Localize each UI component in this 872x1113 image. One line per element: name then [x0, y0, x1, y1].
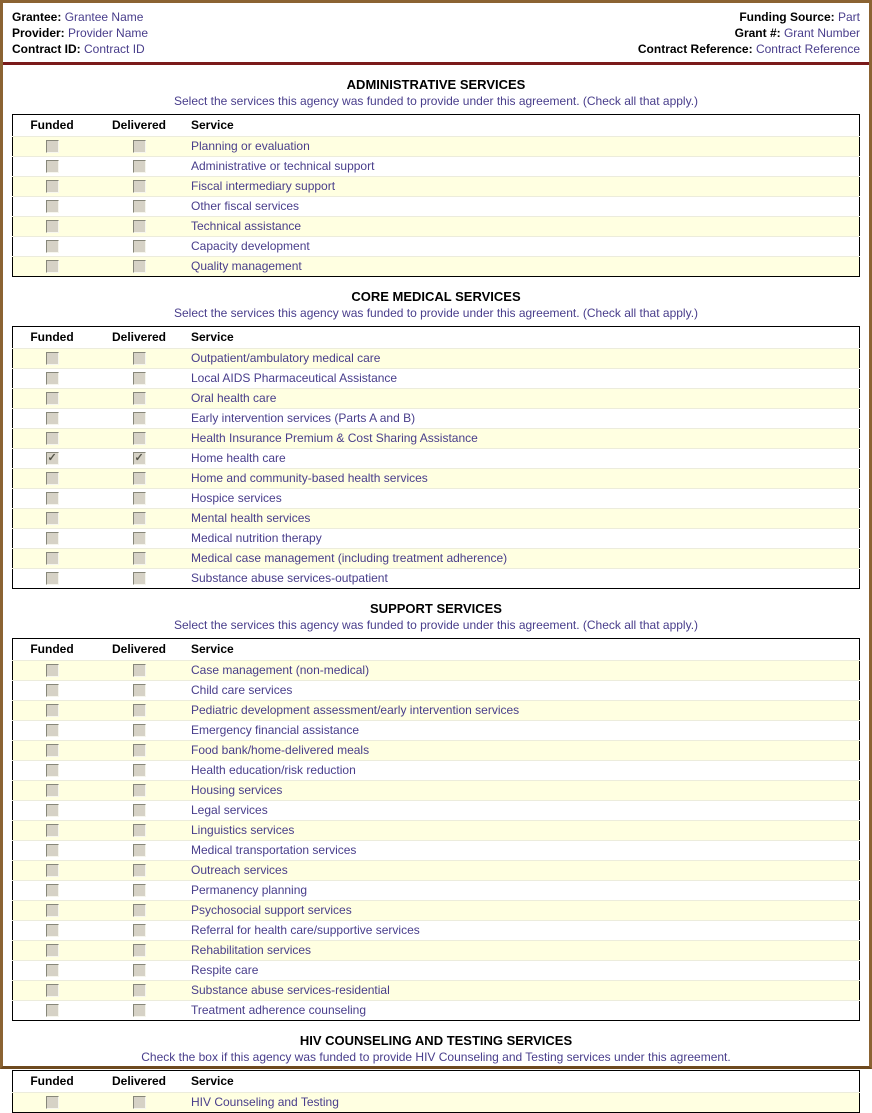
delivered-cell: [91, 389, 187, 409]
sections: [3, 77, 869, 1113]
service-row: [13, 941, 860, 961]
delivered-checkbox[interactable]: [133, 260, 146, 273]
delivered-checkbox[interactable]: [133, 944, 146, 957]
header-right-column: [638, 10, 860, 57]
delivered-checkbox[interactable]: [133, 764, 146, 777]
service-label: Health Insurance Premium & Cost Sharing Assistance: [191, 431, 478, 445]
service-row: [13, 761, 860, 781]
header-left-column: [12, 10, 148, 57]
funded-cell: [13, 701, 92, 721]
service-row: [13, 137, 860, 157]
service-row: [13, 409, 860, 429]
service-label: Health education/risk reduction: [191, 763, 356, 777]
section-instruction: Select the services this agency was funded to provide under this agreement. (Check all that apply.): [173, 306, 699, 320]
grant-number-value: Grant Number: [783, 26, 860, 40]
funding-source-label: Funding Source:: [739, 10, 835, 24]
section-title: SUPPORT SERVICES: [370, 601, 502, 616]
funded-cell: [13, 569, 92, 589]
service-row: [13, 741, 860, 761]
service-row: [13, 529, 860, 549]
delivered-checkbox[interactable]: [133, 372, 146, 385]
delivered-checkbox[interactable]: [133, 724, 146, 737]
service-label: Hospice services: [191, 491, 282, 505]
delivered-cell: [91, 569, 187, 589]
funded-checkbox[interactable]: [46, 744, 59, 757]
funded-cell: [13, 469, 92, 489]
service-row: [13, 469, 860, 489]
column-header-service: Service: [187, 1071, 860, 1093]
service-row: [13, 981, 860, 1001]
service-label: Substance abuse services-outpatient: [191, 571, 388, 585]
funded-checkbox[interactable]: [46, 704, 59, 717]
funded-checkbox[interactable]: [46, 220, 59, 233]
delivered-checkbox[interactable]: [133, 532, 146, 545]
delivered-cell: [91, 429, 187, 449]
service-label: Linguistics services: [191, 823, 295, 837]
funded-checkbox[interactable]: [46, 964, 59, 977]
services-table: [12, 114, 860, 277]
section-title: ADMINISTRATIVE SERVICES: [346, 77, 526, 92]
service-label: Pediatric development assessment/early intervention services: [191, 703, 520, 717]
table-header-row: [13, 327, 860, 349]
service-row: [13, 157, 860, 177]
services-table-body: [13, 349, 860, 589]
delivered-checkbox[interactable]: [133, 664, 146, 677]
grantee-line: [12, 10, 148, 25]
service-label: Outpatient/ambulatory medical care: [191, 351, 381, 365]
funded-cell: [13, 409, 92, 429]
delivered-cell: [91, 781, 187, 801]
service-row: [13, 801, 860, 821]
delivered-cell: [91, 449, 187, 469]
service-label: Respite care: [191, 963, 259, 977]
delivered-checkbox[interactable]: [133, 180, 146, 193]
service-row: [13, 177, 860, 197]
delivered-checkbox[interactable]: [133, 904, 146, 917]
service-row: [13, 881, 860, 901]
funded-checkbox[interactable]: [46, 572, 59, 585]
funded-cell: [13, 921, 92, 941]
delivered-cell: [91, 237, 187, 257]
contract-reference-line: [638, 42, 860, 57]
delivered-checkbox[interactable]: [133, 864, 146, 877]
delivered-cell: [91, 217, 187, 237]
column-header-delivered: Delivered: [91, 115, 187, 137]
delivered-cell: [91, 197, 187, 217]
service-row: [13, 781, 860, 801]
delivered-checkbox[interactable]: [133, 452, 146, 465]
funded-checkbox[interactable]: [46, 180, 59, 193]
delivered-checkbox[interactable]: [133, 844, 146, 857]
funded-cell: [13, 961, 92, 981]
service-label: Administrative or technical support: [191, 159, 375, 173]
delivered-cell: [91, 549, 187, 569]
service-label: Treatment adherence counseling: [191, 1003, 366, 1017]
funded-checkbox[interactable]: [46, 884, 59, 897]
funded-cell: [13, 197, 92, 217]
delivered-cell: [91, 841, 187, 861]
services-table: [12, 638, 860, 1021]
funded-checkbox[interactable]: [46, 944, 59, 957]
funded-checkbox[interactable]: [46, 492, 59, 505]
service-label: Case management (non-medical): [191, 663, 370, 677]
service-label: Mental health services: [191, 511, 311, 525]
funded-checkbox[interactable]: [46, 1004, 59, 1017]
service-row: [13, 721, 860, 741]
funded-cell: [13, 781, 92, 801]
delivered-checkbox[interactable]: [133, 432, 146, 445]
services-section: [3, 601, 869, 1021]
funded-checkbox[interactable]: [46, 844, 59, 857]
service-label: Substance abuse services-residential: [191, 983, 390, 997]
delivered-cell: [91, 701, 187, 721]
contract-reference-label: Contract Reference:: [637, 42, 753, 56]
delivered-checkbox[interactable]: [133, 140, 146, 153]
delivered-checkbox[interactable]: [133, 472, 146, 485]
funded-checkbox[interactable]: [46, 140, 59, 153]
delivered-checkbox[interactable]: [133, 552, 146, 565]
funded-checkbox[interactable]: [46, 724, 59, 737]
services-table: [12, 1070, 860, 1113]
funded-checkbox[interactable]: [46, 200, 59, 213]
funded-cell: [13, 901, 92, 921]
service-label: Food bank/home-delivered meals: [191, 743, 370, 757]
delivered-cell: [91, 741, 187, 761]
services-table-body: [13, 661, 860, 1021]
contract-reference-value: Contract Reference: [755, 42, 860, 56]
service-row: [13, 349, 860, 369]
funded-checkbox[interactable]: [46, 512, 59, 525]
funded-checkbox[interactable]: [46, 160, 59, 173]
service-label: Other fiscal services: [191, 199, 300, 213]
delivered-cell: [91, 721, 187, 741]
grant-number-label: Grant #:: [734, 26, 781, 40]
funded-cell: [13, 1001, 92, 1021]
delivered-checkbox[interactable]: [133, 392, 146, 405]
service-row: [13, 661, 860, 681]
column-header-delivered: Delivered: [91, 327, 187, 349]
service-row: [13, 549, 860, 569]
service-label: Quality management: [191, 259, 302, 273]
services-section: [3, 289, 869, 589]
service-label: Technical assistance: [191, 219, 302, 233]
service-label: Child care services: [191, 683, 293, 697]
funded-cell: [13, 881, 92, 901]
funded-cell: [13, 549, 92, 569]
contract-header: [3, 3, 869, 65]
column-header-delivered: Delivered: [91, 639, 187, 661]
grant-number-line: [638, 26, 860, 41]
column-header-funded: Funded: [13, 639, 92, 661]
service-row: [13, 1001, 860, 1021]
column-header-service: Service: [187, 327, 860, 349]
funded-cell: [13, 369, 92, 389]
delivered-checkbox[interactable]: [133, 200, 146, 213]
delivered-checkbox[interactable]: [133, 964, 146, 977]
funded-checkbox[interactable]: [46, 432, 59, 445]
service-row: [13, 569, 860, 589]
funded-cell: [13, 349, 92, 369]
service-row: [13, 701, 860, 721]
service-label: Fiscal intermediary support: [191, 179, 336, 193]
grantee-label: Grantee:: [12, 10, 62, 24]
service-label: Outreach services: [191, 863, 288, 877]
service-row: [13, 821, 860, 841]
funded-cell: [13, 449, 92, 469]
delivered-cell: [91, 661, 187, 681]
delivered-checkbox[interactable]: [133, 412, 146, 425]
delivered-cell: [91, 529, 187, 549]
grantee-value: Grantee Name: [64, 10, 144, 24]
funded-checkbox[interactable]: [46, 472, 59, 485]
service-label: Oral health care: [191, 391, 277, 405]
delivered-checkbox[interactable]: [133, 1096, 146, 1109]
funded-cell: [13, 841, 92, 861]
delivered-cell: [91, 509, 187, 529]
service-row: [13, 429, 860, 449]
funded-cell: [13, 801, 92, 821]
service-label: Home health care: [191, 451, 286, 465]
delivered-cell: [91, 1093, 187, 1113]
funded-cell: [13, 821, 92, 841]
funding-source-line: [638, 10, 860, 25]
service-label: Permanency planning: [191, 883, 308, 897]
delivered-cell: [91, 881, 187, 901]
service-row: [13, 841, 860, 861]
services-section: [3, 77, 869, 277]
delivered-cell: [91, 369, 187, 389]
service-row: [13, 257, 860, 277]
service-label: Referral for health care/supportive services: [191, 923, 420, 937]
delivered-cell: [91, 349, 187, 369]
delivered-cell: [91, 761, 187, 781]
service-row: [13, 681, 860, 701]
services-table-body: [13, 1093, 860, 1113]
funded-checkbox[interactable]: [46, 864, 59, 877]
column-header-funded: Funded: [13, 115, 92, 137]
funded-checkbox[interactable]: [46, 452, 59, 465]
provider-line: [12, 26, 148, 41]
funded-cell: [13, 981, 92, 1001]
delivered-cell: [91, 409, 187, 429]
service-label: HIV Counseling and Testing: [191, 1095, 339, 1109]
funded-cell: [13, 157, 92, 177]
funded-checkbox[interactable]: [46, 684, 59, 697]
delivered-checkbox[interactable]: [133, 804, 146, 817]
delivered-checkbox[interactable]: [133, 824, 146, 837]
service-row: [13, 509, 860, 529]
funded-checkbox[interactable]: [46, 260, 59, 273]
delivered-cell: [91, 901, 187, 921]
service-label: Emergency financial assistance: [191, 723, 360, 737]
funded-checkbox[interactable]: [46, 784, 59, 797]
service-label: Planning or evaluation: [191, 139, 310, 153]
delivered-checkbox[interactable]: [133, 704, 146, 717]
service-row: [13, 237, 860, 257]
column-header-service: Service: [187, 115, 860, 137]
delivered-checkbox[interactable]: [133, 784, 146, 797]
funded-checkbox[interactable]: [46, 552, 59, 565]
column-header-delivered: Delivered: [91, 1071, 187, 1093]
delivered-checkbox[interactable]: [133, 884, 146, 897]
funded-checkbox[interactable]: [46, 824, 59, 837]
delivered-cell: [91, 861, 187, 881]
funded-cell: [13, 741, 92, 761]
delivered-checkbox[interactable]: [133, 984, 146, 997]
funded-checkbox[interactable]: [46, 904, 59, 917]
funded-checkbox[interactable]: [46, 372, 59, 385]
funding-source-value: Part: [837, 10, 860, 24]
service-row: [13, 901, 860, 921]
funded-cell: [13, 257, 92, 277]
funded-checkbox[interactable]: [46, 532, 59, 545]
service-row: [13, 197, 860, 217]
service-row: [13, 489, 860, 509]
funded-cell: [13, 661, 92, 681]
delivered-cell: [91, 1001, 187, 1021]
funded-checkbox[interactable]: [46, 804, 59, 817]
section-instruction: Check the box if this agency was funded to provide HIV Counseling and Testing services under this agreement.: [141, 1050, 731, 1064]
section-instruction: Select the services this agency was funded to provide under this agreement. (Check all that apply.): [173, 94, 699, 108]
service-row: [13, 961, 860, 981]
section-title: HIV COUNSELING AND TESTING SERVICES: [299, 1033, 573, 1048]
service-row: [13, 217, 860, 237]
column-header-funded: Funded: [13, 327, 92, 349]
delivered-cell: [91, 257, 187, 277]
funded-cell: [13, 529, 92, 549]
delivered-checkbox[interactable]: [133, 1004, 146, 1017]
delivered-cell: [91, 177, 187, 197]
funded-checkbox[interactable]: [46, 412, 59, 425]
service-label: Local AIDS Pharmaceutical Assistance: [191, 371, 398, 385]
funded-checkbox[interactable]: [46, 1096, 59, 1109]
contract-id-line: [12, 42, 148, 57]
delivered-cell: [91, 981, 187, 1001]
table-header-row: [13, 1071, 860, 1093]
service-row: [13, 369, 860, 389]
funded-cell: [13, 217, 92, 237]
funded-cell: [13, 721, 92, 741]
delivered-checkbox[interactable]: [133, 352, 146, 365]
service-row: [13, 861, 860, 881]
delivered-checkbox[interactable]: [133, 512, 146, 525]
contract-id-label: Contract ID:: [12, 42, 81, 56]
delivered-cell: [91, 821, 187, 841]
service-label: Medical case management (including treatment adherence): [191, 551, 508, 565]
funded-checkbox[interactable]: [46, 764, 59, 777]
table-header-row: [13, 639, 860, 661]
funded-cell: [13, 429, 92, 449]
service-label: Home and community-based health services: [191, 471, 428, 485]
column-header-service: Service: [187, 639, 860, 661]
funded-checkbox[interactable]: [46, 392, 59, 405]
services-table-body: [13, 137, 860, 277]
funded-cell: [13, 137, 92, 157]
funded-checkbox[interactable]: [46, 924, 59, 937]
contract-id-value: Contract ID: [84, 42, 145, 56]
service-row: [13, 389, 860, 409]
funded-cell: [13, 761, 92, 781]
delivered-checkbox[interactable]: [133, 240, 146, 253]
funded-cell: [13, 177, 92, 197]
delivered-cell: [91, 681, 187, 701]
funded-cell: [13, 509, 92, 529]
service-label: Legal services: [191, 803, 268, 817]
provider-label: Provider:: [12, 26, 65, 40]
service-label: Capacity development: [191, 239, 310, 253]
funded-cell: [13, 861, 92, 881]
column-header-funded: Funded: [13, 1071, 92, 1093]
delivered-cell: [91, 961, 187, 981]
funded-checkbox[interactable]: [46, 984, 59, 997]
delivered-cell: [91, 921, 187, 941]
table-header-row: [13, 115, 860, 137]
provider-value: Provider Name: [68, 26, 149, 40]
delivered-checkbox[interactable]: [133, 684, 146, 697]
service-label: Medical nutrition therapy: [191, 531, 322, 545]
delivered-cell: [91, 137, 187, 157]
delivered-cell: [91, 469, 187, 489]
service-row: [13, 449, 860, 469]
delivered-checkbox[interactable]: [133, 220, 146, 233]
service-row: [13, 921, 860, 941]
delivered-checkbox[interactable]: [133, 924, 146, 937]
delivered-cell: [91, 941, 187, 961]
funded-cell: [13, 489, 92, 509]
funded-checkbox[interactable]: [46, 352, 59, 365]
funded-checkbox[interactable]: [46, 664, 59, 677]
funded-cell: [13, 941, 92, 961]
delivered-checkbox[interactable]: [133, 492, 146, 505]
funded-cell: [13, 1093, 92, 1113]
funded-cell: [13, 237, 92, 257]
service-label: Housing services: [191, 783, 283, 797]
service-label: Medical transportation services: [191, 843, 357, 857]
services-table: [12, 326, 860, 589]
funded-cell: [13, 389, 92, 409]
section-title: CORE MEDICAL SERVICES: [351, 289, 521, 304]
funded-checkbox[interactable]: [46, 240, 59, 253]
service-row: [13, 1093, 860, 1113]
delivered-cell: [91, 801, 187, 821]
delivered-cell: [91, 157, 187, 177]
service-label: Rehabilitation services: [191, 943, 312, 957]
delivered-cell: [91, 489, 187, 509]
delivered-checkbox[interactable]: [133, 744, 146, 757]
funded-cell: [13, 681, 92, 701]
services-section: [3, 1033, 869, 1113]
service-label: Early intervention services (Parts A and B): [191, 411, 416, 425]
service-label: Psychosocial support services: [191, 903, 352, 917]
delivered-checkbox[interactable]: [133, 160, 146, 173]
section-instruction: Select the services this agency was funded to provide under this agreement. (Check all that apply.): [173, 618, 699, 632]
delivered-checkbox[interactable]: [133, 572, 146, 585]
